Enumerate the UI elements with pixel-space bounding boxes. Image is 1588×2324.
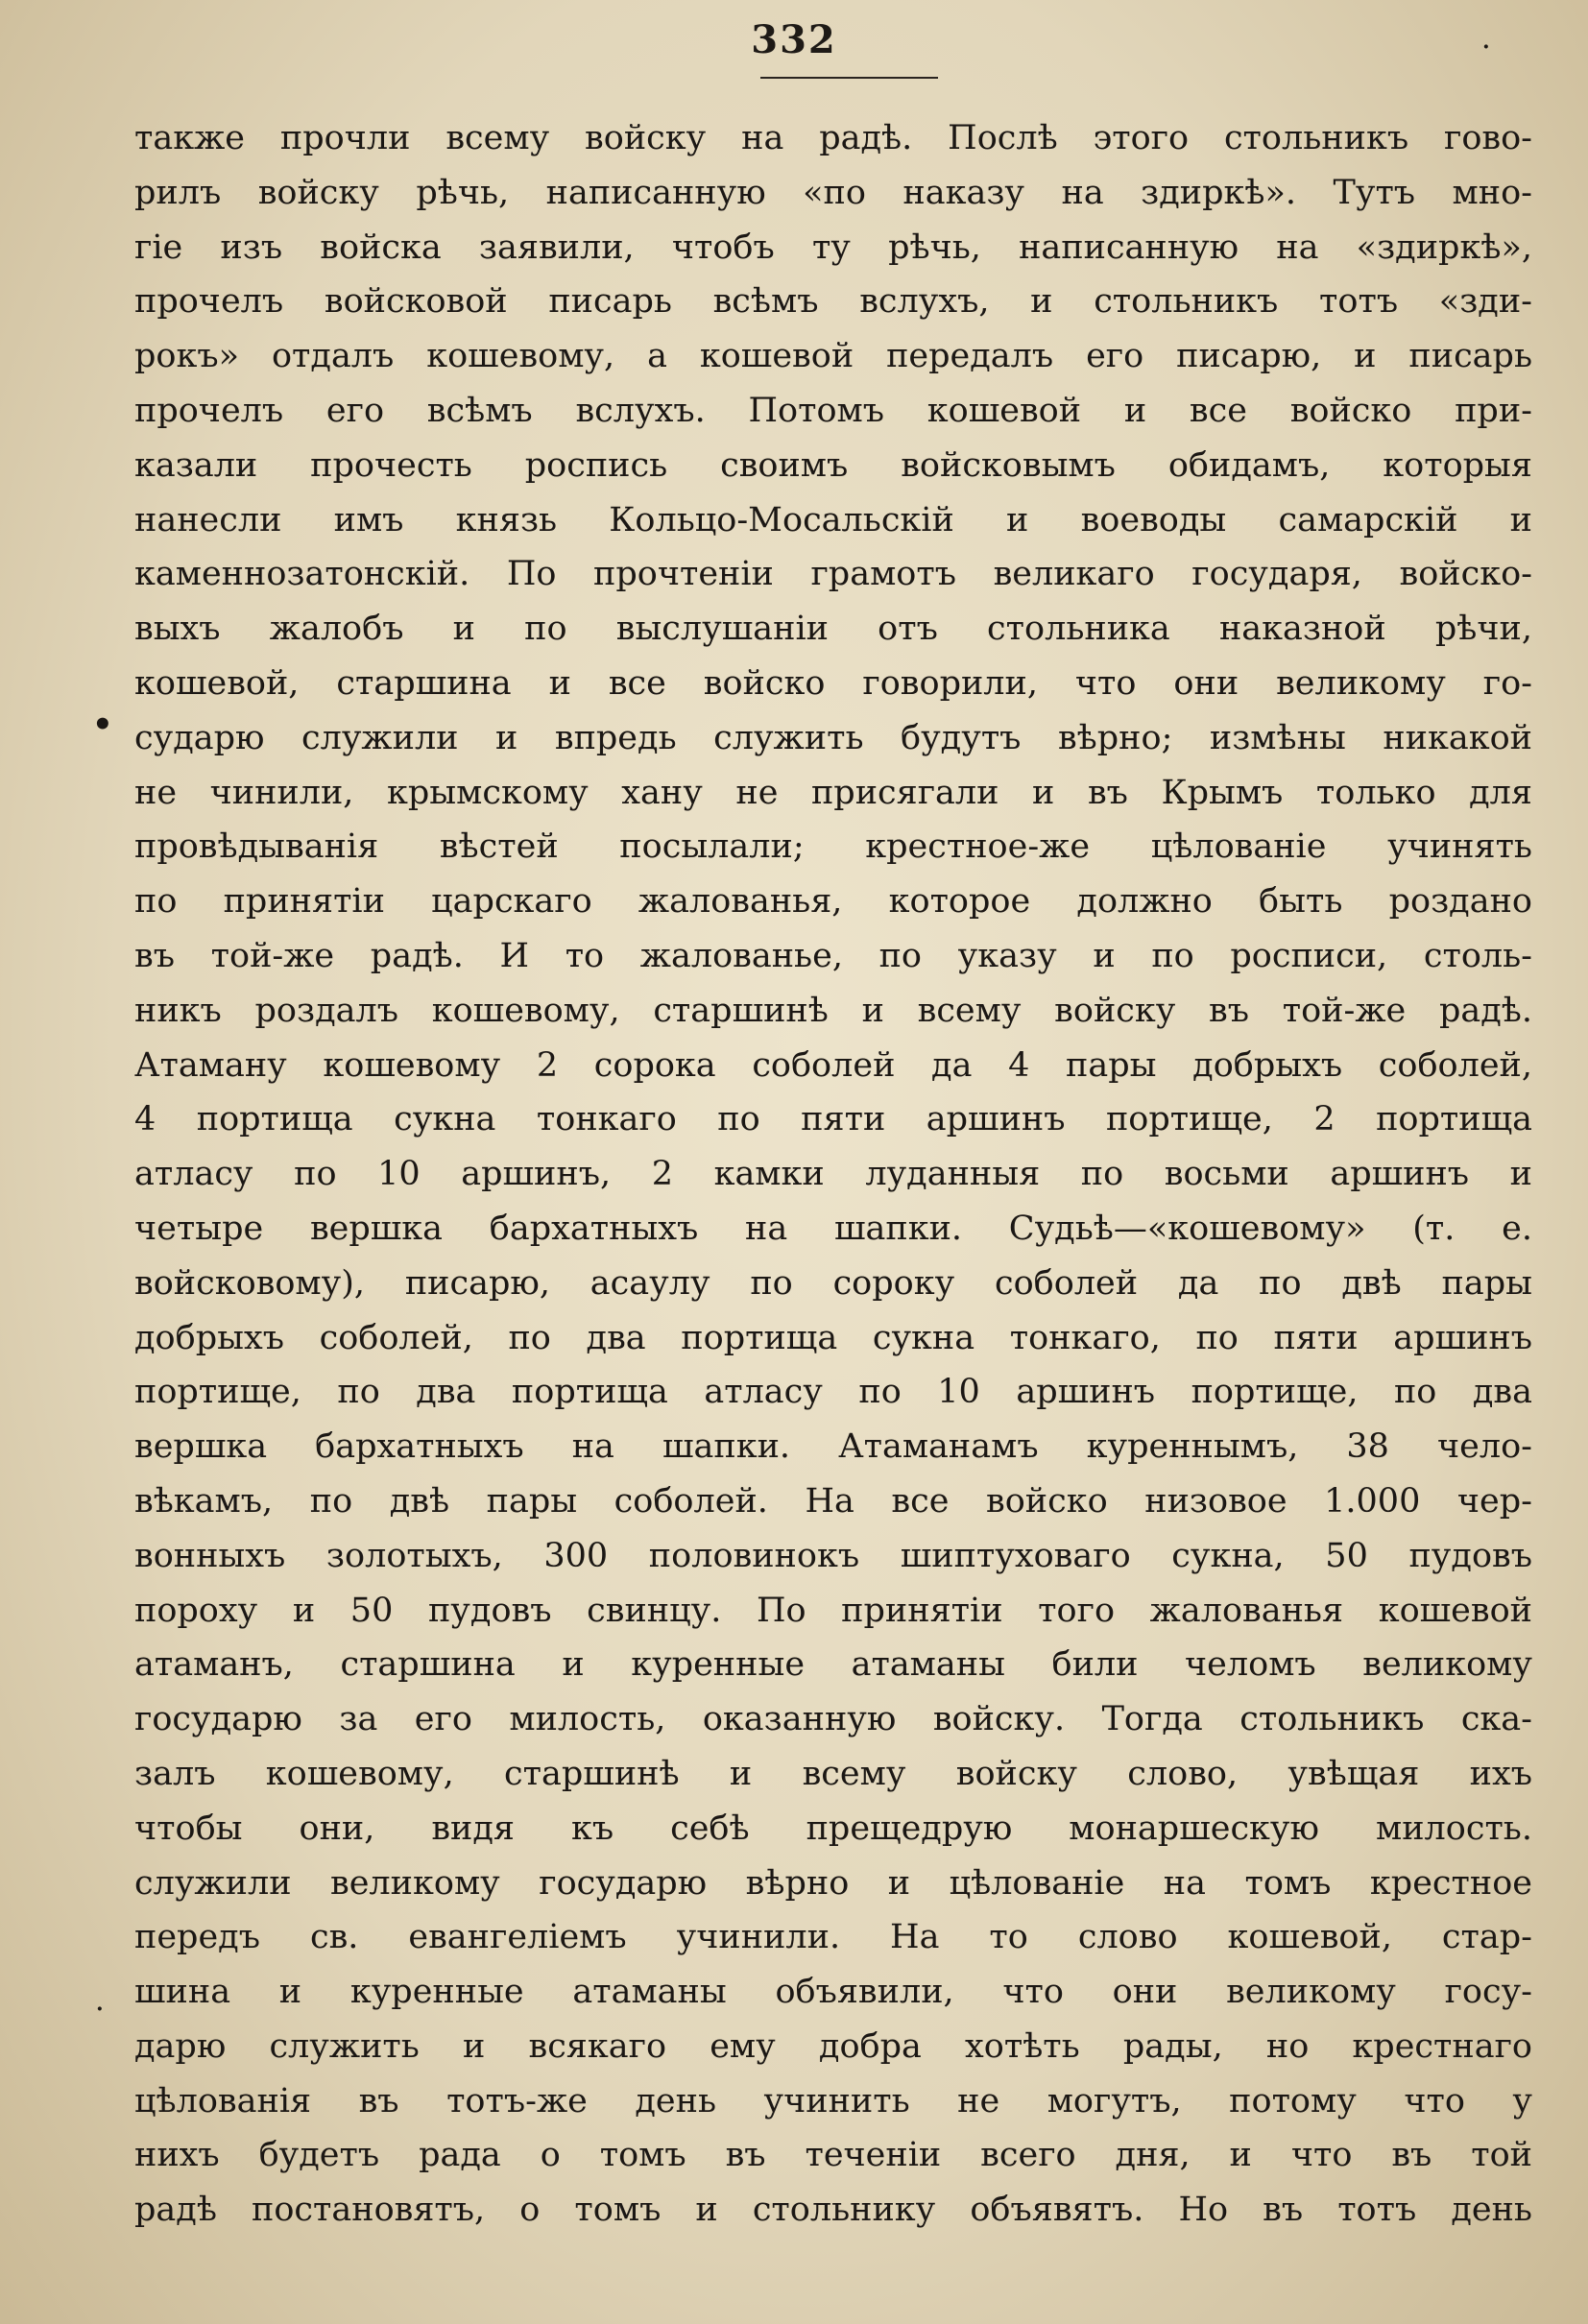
page-number-rule — [760, 77, 938, 79]
text-line: шина и куренные атаманы объявили, что они великому госу- — [134, 1973, 1532, 2012]
text-line: вершка бархатныхъ на шапки. Атаманамъ куреннымъ, 38 чело- — [134, 1427, 1532, 1467]
text-line: служили великому государю вѣрно и цѣлованіе на томъ крестное — [134, 1863, 1532, 1903]
margin-bullet: • — [92, 706, 113, 744]
text-line: рилъ войску рѣчь, написанную «по наказу на здиркѣ». Тутъ мно- — [134, 173, 1532, 212]
text-line: нанесли имъ князь Кольцо-Мосальскій и воеводы самарскій и — [134, 500, 1532, 539]
text-line: по принятіи царскаго жалованья, которое должно быть роздано — [134, 882, 1532, 922]
text-line: 4 портища сукна тонкаго по пяти аршинъ портище, 2 портища — [134, 1100, 1532, 1139]
page-number: 332 — [751, 17, 837, 62]
margin-dot-bottom: · — [96, 1997, 104, 2022]
text-line: передъ св. евангеліемъ учинили. На то слово кошевой, стар- — [134, 1918, 1532, 1957]
text-line: сударю служили и впредь служить будутъ вѣрно; измѣны никакой — [134, 718, 1532, 757]
text-line: вѣкамъ, по двѣ пары соболей. На все войско низовое 1.000 чер- — [134, 1481, 1532, 1521]
text-line: государю за его милость, оказанную войску. Тогда стольникъ ска- — [134, 1700, 1532, 1739]
body-text — [134, 111, 1532, 2238]
text-line: чтобы они, видя къ себѣ прещедрую монаршескую милость. — [134, 1809, 1532, 1848]
text-line: портище, по два портища атласу по 10 аршинъ портище, по два — [134, 1373, 1532, 1412]
text-line: атласу по 10 аршинъ, 2 камки луданныя по восьми аршинъ и — [134, 1155, 1532, 1194]
text-line: провѣдыванія вѣстей посылали; крестное-же цѣлованіе учинять — [134, 827, 1532, 867]
text-line: также прочли всему войску на радѣ. Послѣ этого стольникъ гово- — [134, 119, 1532, 157]
text-line: вонныхъ золотыхъ, 300 половинокъ шиптуховаго сукна, 50 пудовъ — [134, 1536, 1532, 1575]
text-line: кошевой, старшина и все войско говорили, что они великому го- — [134, 663, 1532, 703]
text-line: казали прочесть роспись своимъ войсковымъ обидамъ, которыя — [134, 445, 1532, 485]
text-line: гіе изъ войска заявили, чтобъ ту рѣчь, написанную на «здиркѣ», — [134, 228, 1532, 267]
text-line: нихъ будетъ рада о томъ въ теченіи всего дня, и что въ той — [134, 2136, 1532, 2175]
text-line: никъ роздалъ кошевому, старшинѣ и всему войску въ той-же радѣ. — [134, 991, 1532, 1030]
text-line: залъ кошевому, старшинѣ и всему войску слово, увѣщая ихъ — [134, 1754, 1532, 1793]
text-line: добрыхъ соболей, по два портища сукна тонкаго, по пяти аршинъ — [134, 1318, 1532, 1357]
text-line: пороху и 50 пудовъ свинцу. По принятіи того жалованья кошевой — [134, 1591, 1532, 1630]
text-line: дарю служить и всякаго ему добра хотѣть рады, но крестнаго — [134, 2026, 1532, 2066]
text-line: каменнозатонскій. По прочтеніи грамотъ великаго государя, войско- — [134, 555, 1532, 594]
text-line: радѣ постановятъ, о томъ и стольнику объявятъ. Но въ тотъ день — [134, 2191, 1532, 2230]
text-line: цѣлованія въ тотъ-же день учинить не могутъ, потому что у — [134, 2081, 1532, 2120]
text-line: рокъ» отдалъ кошевому, а кошевой передалъ его писарю, и писарь — [134, 337, 1532, 376]
text-line: прочелъ войсковой писарь всѣмъ вслухъ, и стольникъ тотъ «зди- — [134, 282, 1532, 322]
text-line: выхъ жалобъ и по выслушаніи отъ стольника наказной рѣчи, — [134, 610, 1532, 649]
text-line: четыре вершка бархатныхъ на шапки. Судьѣ—«кошевому» (т. е. — [134, 1209, 1532, 1248]
text-line: атаманъ, старшина и куренные атаманы били челомъ великому — [134, 1645, 1532, 1685]
margin-dot-top: · — [1482, 35, 1490, 60]
text-line: Атаману кошевому 2 сорока соболей да 4 пары добрыхъ соболей, — [134, 1045, 1532, 1085]
text-line: не чинили, крымскому хану не присягали и въ Крымъ только для — [134, 773, 1532, 812]
text-line: прочелъ его всѣмъ вслухъ. Потомъ кошевой и все войско при- — [134, 391, 1532, 430]
text-line: войсковому), писарю, асаулу по сороку соболей да по двѣ пары — [134, 1263, 1532, 1303]
text-line: въ той-же радѣ. И то жалованье, по указу и по росписи, столь- — [134, 936, 1532, 975]
